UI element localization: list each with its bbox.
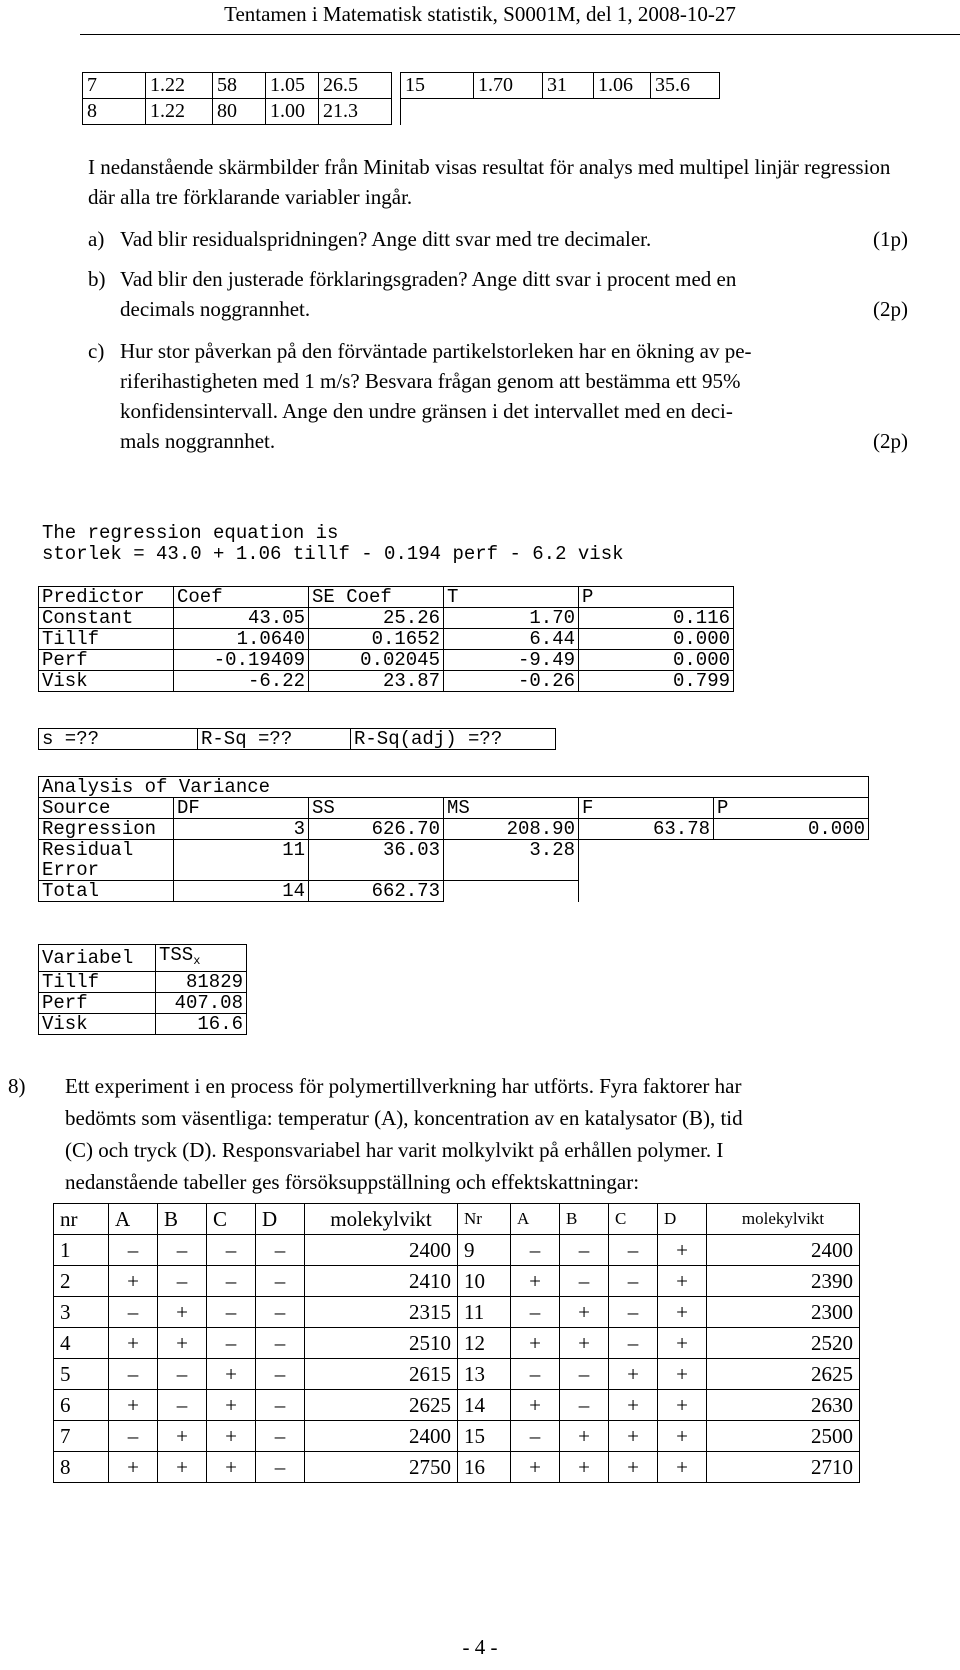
question-c: c) Hur stor påverkan på den förväntade partikelstorleken har en ökning av pe- riferihastigheten med 1 m/s? Besvara frågan genom att bestämma ett 95% konfidensintervall. Ange den undre gränsen i det intervallet med en deci- mals noggrannhet. (2p) xyxy=(88,339,908,453)
table-header-row: nr A B C D molekylvikt Nr A B C D molekylvikt xyxy=(54,1204,860,1235)
table-row: Total 14 662.73 xyxy=(39,881,869,902)
table-row: 7 1.22 58 1.05 26.5 15 1.70 31 1.06 35.6 xyxy=(83,73,720,99)
table-row: Regression 3 626.70 208.90 63.78 0.000 xyxy=(39,819,869,840)
table-row: 6 + – + – 2625 14 + – + + 2630 xyxy=(54,1390,860,1421)
page-header: Tentamen i Matematisk statistik, S0001M, del 1, 2008-10-27 xyxy=(224,2,736,26)
table-row: 4 + + – – 2510 12 + + – + 2520 xyxy=(54,1328,860,1359)
coefficient-table xyxy=(38,586,734,692)
intro-text: I nedanstående skärmbilder från Minitab visas resultat för analys med multipel linjär regression där alla tre förklarande variabler ingår. xyxy=(88,155,891,209)
header-rule xyxy=(80,34,960,35)
table-row: 8 + + + – 2750 16 + + + + 2710 xyxy=(54,1452,860,1483)
data-table-continued xyxy=(82,72,720,125)
tss-table xyxy=(38,944,247,1035)
table-header-row: Variabel $TSS_x$ xyxy=(39,945,247,972)
table-row: 3 – + – – 2315 11 – + – + 2300 xyxy=(54,1297,860,1328)
table-row: 8 1.22 80 1.00 21.3 xyxy=(83,99,720,125)
table-header-row: Source DF SS MS F P xyxy=(39,798,869,819)
anova-table xyxy=(38,776,869,902)
question-a: a) Vad blir residualspridningen? Ange ditt svar med tre decimaler. (1p) xyxy=(88,227,908,251)
page-number: - 4 - xyxy=(462,1635,498,1659)
table-row: Visk 16.6 xyxy=(39,1014,247,1035)
table-row: Tillf 81829 xyxy=(39,972,247,993)
table-row: Perf 407.08 xyxy=(39,993,247,1014)
table-row: 2 + – – – 2410 10 + – – + 2390 xyxy=(54,1266,860,1297)
experiment-table xyxy=(53,1203,860,1483)
question-b: b) Vad blir den justerade förklaringsgraden? Ange ditt svar i procent med en decimals noggrannhet. (2p) xyxy=(88,267,908,321)
table-row: Tillf 1.0640 0.1652 6.44 0.000 xyxy=(39,629,734,650)
anova-title-row: Analysis of Variance xyxy=(39,777,869,798)
table-row: Perf -0.19409 0.02045 -9.49 0.000 xyxy=(39,650,734,671)
table-row: 5 – – + – 2615 13 – – + + 2625 xyxy=(54,1359,860,1390)
table-row: Visk -6.22 23.87 -0.26 0.799 xyxy=(39,671,734,692)
table-row: Constant 43.05 25.26 1.70 0.116 xyxy=(39,608,734,629)
regression-equation: The regression equation is storlek = 43.0 + 1.06 tillf - 0.194 perf - 6.2 visk xyxy=(42,522,624,565)
table-row: Residual 11 36.03 3.28 xyxy=(39,840,869,861)
table-header-row: Predictor Coef SE Coef T P xyxy=(39,587,734,608)
table-row: 1 – – – – 2400 9 – – – + 2400 xyxy=(54,1235,860,1266)
table-row: Error xyxy=(39,860,869,881)
model-summary: s =?? R-Sq =?? R-Sq(adj) =?? xyxy=(38,728,556,750)
table-row: 7 – + + – 2400 15 – + + + 2500 xyxy=(54,1421,860,1452)
